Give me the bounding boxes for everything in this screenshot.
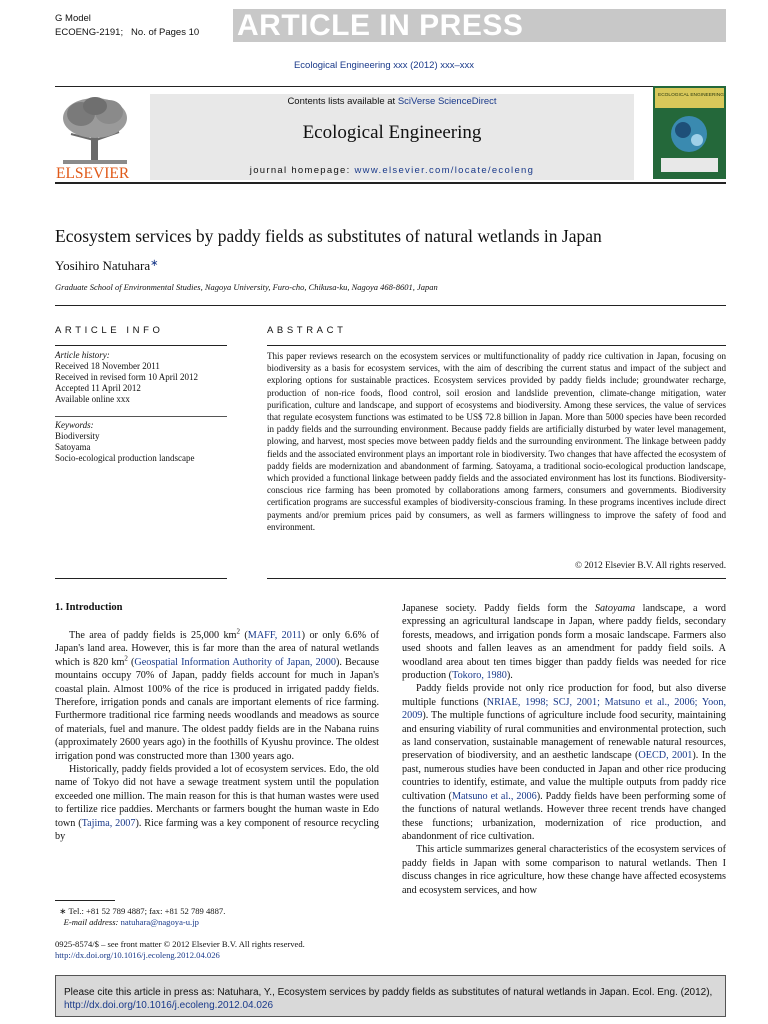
homepage-link[interactable]: www.elsevier.com/locate/ecoleng — [354, 165, 535, 176]
body-column-left — [55, 629, 379, 844]
cover-title: ECOLOGICAL ENGINEERING — [658, 93, 724, 98]
contents-line — [150, 96, 634, 107]
text-run: ). The multiple functions of agriculture include food security, maintaining and ensuring viability of rural communities and environmental protection, such as land conservation, sustainable management of renewable natural resources, preservation of biodiversity, and an aesthetic landscape ( — [402, 710, 726, 762]
paragraph — [55, 763, 379, 843]
front-matter — [55, 939, 305, 961]
text-run: ). Paddy fields have been performing some of the functions of natural wetlands. However three recent trends have changed these functions; urbanization, modernization of rice production, and abandonment of rice cultivation. — [402, 790, 726, 842]
keywords-label: Keywords: — [55, 420, 94, 430]
paragraph: The area of paddy fields is 25,000 $km^2$ (MAFF, 2011) or only 6.6% of Japan's land area. However, this is far more than the area of natural wetlands which is 820 $km^2$ (Geospatial Information Authority of Japan, 2000). Because mountains occupy 70% of Japan, paddy fields account for much in Japan's coastal plain. Almost 100% of the rice is produced in irrigated paddy fields. Therefore, irrigation ponds and canals are important elements of rice farming. Furthermore traditional rice farming needs woodlands and meadows as source of materials, fuel and manure. The oldest paddy fields are in the Nabana ruins (approximately 2600 years ago) in the foothills of Kyushu province. The oldest irrigation pond was constructed more than 1300 years ago. — [55, 627, 379, 762]
article-info-divider — [55, 345, 227, 346]
reference-link[interactable]: Tajima, 2007 — [81, 817, 136, 829]
page-count: No. of Pages 10 — [131, 27, 200, 38]
paragraph — [402, 602, 726, 682]
text-run: The area of paddy fields is 25,000 km — [69, 630, 237, 641]
gmodel-label: G Model — [55, 13, 91, 24]
text-run: ). — [506, 670, 513, 682]
author-footnote — [55, 906, 225, 927]
article-in-press-banner: ARTICLE IN PRESS — [233, 9, 726, 42]
paragraph — [402, 682, 726, 843]
journal-reference[interactable]: Ecological Engineering xxx (2012) xxx–xxx — [293, 60, 475, 71]
keywords — [55, 420, 227, 464]
online-date: Available online xxx — [55, 394, 130, 404]
citation-text: Please cite this article in press as: Natuhara, Y., Ecosystem services by paddy fields as substitutes of natural wetlands in Japan. Ecol. Eng. (2012), — [64, 987, 713, 998]
journal-cover-image — [653, 86, 726, 179]
sciencedirect-link[interactable]: SciVerse ScienceDirect — [397, 96, 497, 107]
reference-link[interactable]: OECD, 2001 — [638, 750, 693, 762]
text-run: ). Because mountains occupy 70% of Japan, paddy fields account for much in Japan's coastal plain. Almost 100% of the rice is produced in irrigated paddy fields. Therefore, irrigation ponds and canals are important elements of rice farming. Furthermore traditional rice farming needs woodlands and meadows as source of materials, fuel and manure. The oldest paddy fields are in the Nabana ruins (approximately 2600 years ago) in the foothills of Kyushu province. The oldest irrigation pond was constructed more than 1300 years ago. — [55, 656, 379, 762]
copyright: © 2012 Elsevier B.V. All rights reserved. — [575, 560, 726, 570]
abstract-body — [267, 350, 726, 533]
manuscript-code: ECOENG-2191; — [55, 27, 124, 38]
reference-link[interactable]: Geospatial Information Authority of Japan, 2000 — [134, 656, 336, 668]
doi-link[interactable]: http://dx.doi.org/10.1016/j.ecoleng.2012.04.026 — [55, 950, 220, 960]
journal-title: Ecological Engineering — [302, 122, 482, 143]
received-date: Received 18 November 2011 — [55, 361, 160, 371]
masthead-divider-bottom — [55, 182, 726, 184]
keyword-item: Satoyama — [55, 442, 91, 452]
accepted-date: Accepted 11 April 2012 — [55, 383, 141, 393]
masthead-divider-top — [55, 86, 726, 87]
email-label: E-mail address: — [63, 916, 119, 927]
email-link[interactable]: natuhara@nagoya-u.jp — [120, 916, 199, 927]
reference-link[interactable]: Matsuno et al., 2006 — [451, 790, 537, 802]
abstract-heading: ABSTRACT — [267, 325, 347, 336]
article-info-heading: ARTICLE INFO — [55, 325, 164, 336]
affiliation-divider — [55, 305, 726, 306]
keyword-item: Socio-ecological production landscape — [55, 453, 195, 463]
superscript: 2 — [124, 654, 128, 663]
reference-link[interactable]: MAFF, 2011 — [247, 630, 302, 641]
abstract-text: This paper reviews research on the ecosystem services or multifunctionality of paddy rice cultivation in Japan, focusing on biodiversity as a basis for ecosystem services, with the aim of describing the current status and impact of the subject and exploring options for sustainable practices. Ecosystem services provided by paddy fields include; groundwater recharge, production of non-rice foods, flood control, soil erosion and landslide prevention, climate-change mitigation, water purification, culture and landscape, and support of ecosystems and biodiversity. Among these services, the value of services that regulate ecosystem functions was estimated to be US$ 72.8 billion in Japan. More than 5000 species have been recorded in paddy fields and the surrounding environment. Because paddy fields are artificially disturbed by water level management, plowing, and harvest, most species move between paddy fields and the surrounding environment. The linkage between paddy fields and the associated environment plays an important role in biodiversity. Two changes that have affected the ecosystem of paddy fields are modernization and abandonment of farming. Satoyama, a traditional socio-ecological production landscape, which provided a functional linkage between paddy fields and the associated environment has lost its functions. Biodiversity-conscious rice farming has been promoted by collaborations among farmers, consumers and governments. Biodiversity certification programs are successful examples of biodiversity-conscious framing. In these programs incentives include direct payments and/or premium prices paid by consumers, as well as farmers willingness to improve the safety of food and environment. — [267, 351, 726, 532]
keywords-divider — [55, 416, 227, 417]
text-run: Japanese society. Paddy fields form the — [402, 603, 595, 614]
revised-date: Received in revised form 10 April 2012 — [55, 372, 198, 382]
text-run: ). Rice farming was a key component of resource recycling by — [55, 817, 379, 843]
section-heading-introduction: 1. Introduction — [55, 602, 123, 613]
elsevier-wordmark: ELSEVIER — [56, 165, 130, 180]
abstract-end-divider — [267, 578, 726, 579]
body-column-right — [402, 602, 726, 897]
text-run: landscape, a word expressing an agricultural landscape in Japan, where paddy fields, secondary forests, meadows, and irrigation ponds form a mosaic landscape. Farmers also used shoots and fallen leaves as an amendment for paddy field soils. A woodland area about ten times bigger than paddy fields was needed for rice production ( — [402, 603, 726, 682]
history-label: Article history: — [55, 350, 110, 360]
reference-link[interactable]: Tokoro, 1980 — [452, 670, 507, 682]
article-history — [55, 350, 227, 405]
text-run: ). In the past, numerous studies have been conducted in Japan and other rice producing countries to identify, estimate, and value the multiple outputs from paddy rice cultivation ( — [402, 750, 726, 802]
text-run: Paddy fields provide not only rice production for food, but also diverse multiple functions ( — [402, 683, 726, 708]
footnote-phone: Tel.: +81 52 789 4887; fax: +81 52 789 4887. — [66, 906, 226, 916]
citation-doi-link[interactable]: http://dx.doi.org/10.1016/j.ecoleng.2012.04.026 — [64, 1000, 274, 1011]
abstract-divider — [267, 345, 726, 346]
elsevier-logo — [55, 94, 135, 180]
issn-line: 0925-8574/$ – see front matter © 2012 Elsevier B.V. All rights reserved. — [55, 939, 305, 949]
article-title: Ecosystem services by paddy fields as substitutes of natural wetlands in Japan — [55, 226, 602, 246]
homepage-prefix: journal homepage: — [249, 165, 355, 176]
article-info-end-divider — [55, 578, 227, 579]
reference-link[interactable]: NRIAE, 1998; SCJ, 2001; Matsuno et al., 2006; Yoon, 2009 — [402, 696, 727, 722]
citation-box — [55, 975, 726, 1017]
author-footnote-mark[interactable]: ∗ — [150, 258, 159, 269]
superscript: 2 — [236, 627, 240, 636]
elsevier-tree-icon — [55, 94, 135, 180]
affiliation: Graduate School of Environmental Studies, Nagoya University, Furo-cho, Chikusa-ku, Nagoya 468-8601, Japan — [55, 282, 438, 292]
text-run: ) or only 6.6% of Japan's land area. However, this is far more than the area of natural wetlands which is 820 km — [55, 630, 379, 668]
text-run: Historically, paddy fields provided a lot of ecosystem services. Edo, the old name of Tokyo did not have a sewage treatment system until the population exceeded one million. The main reason for this is that human wastes were used to fertilize rice paddies. Merchants or farmers bought the human waste in Edo town ( — [55, 764, 379, 829]
footnote-mark: ∗ — [59, 906, 67, 916]
italic-term: Satoyama — [594, 603, 636, 614]
paragraph: This article summarizes general characteristics of the ecosystem services of paddy fields in Japan with some comparison to natural wetlands. Then I discuss changes in rice agriculture, how these change have affected ecosystems and ecosystem services, and how — [402, 844, 726, 896]
keyword-item: Biodiversity — [55, 431, 100, 441]
author-line — [55, 258, 158, 274]
journal-homepage — [150, 165, 634, 176]
manuscript-id — [55, 12, 199, 40]
footnote-divider — [55, 900, 115, 901]
author-name: Yosihiro Natuhara — [55, 258, 151, 273]
contents-prefix: Contents lists available at — [287, 96, 398, 107]
